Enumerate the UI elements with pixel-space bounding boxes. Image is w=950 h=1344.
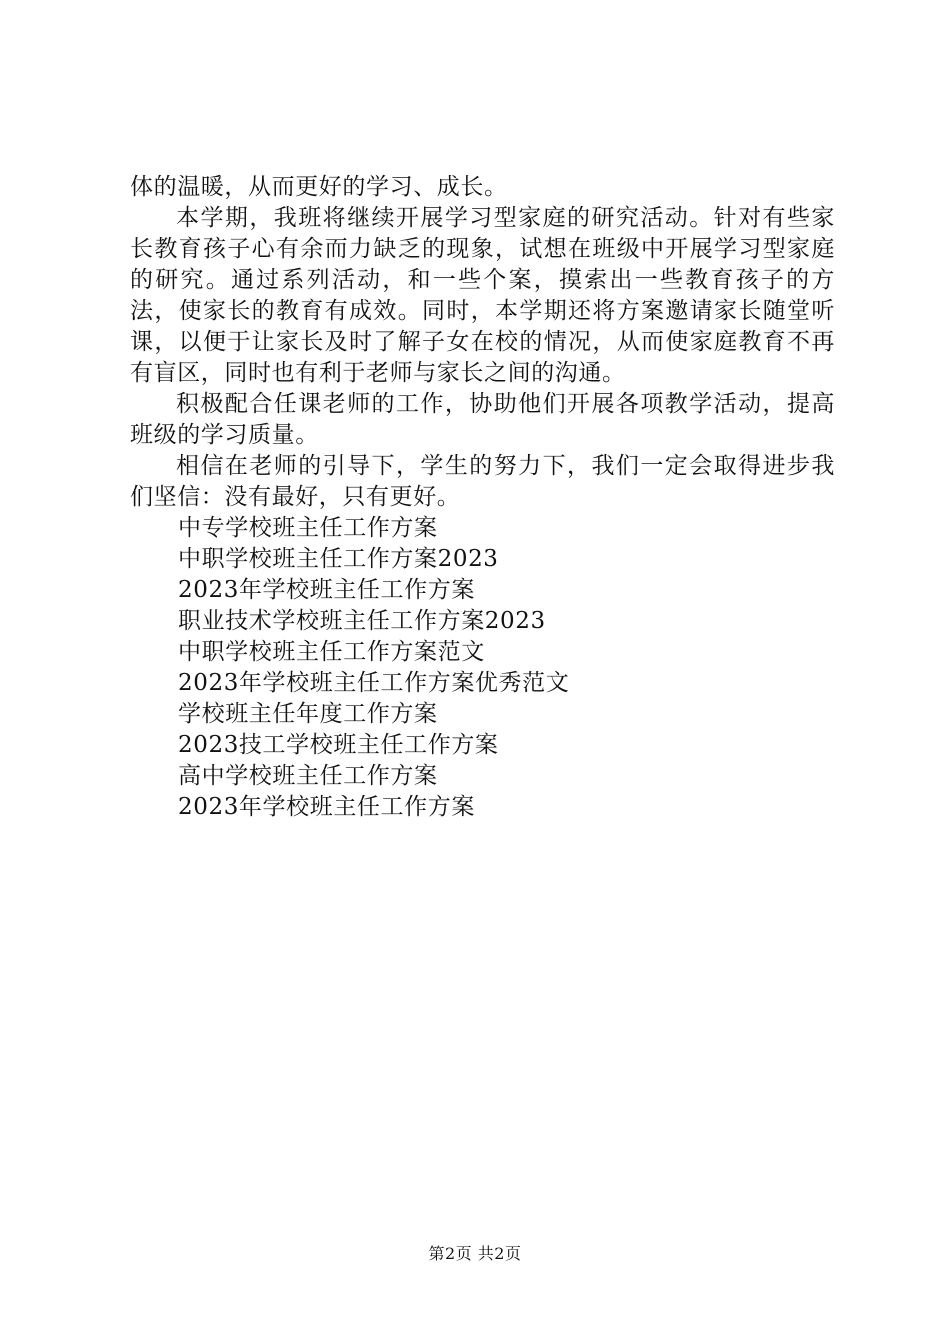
- list-item: 中职学校班主任工作方案范文: [178, 639, 485, 665]
- list-item: 2023年学校班主任工作方案: [178, 794, 475, 820]
- paragraph-learning-family: 本学期，我班将继续开展学习型家庭的研究活动。针对有些家长教育孩子心有余而力缺乏的现象，试想在班级中开展学习型家庭的研究。通过系列活动，和一些个案，摸索出一些教育孩子的方法，使家长的教育有成效。同时，本学期还将方案邀请家长随堂听课，以便于让家长及时了解子女在校的情况，从而使家庭教育不再有盲区，同时也有利于老师与家长之间的沟通。: [130, 205, 835, 386]
- paragraph-continuation: 体的温暖，从而更好的学习、成长。: [130, 174, 508, 200]
- related-titles-list: [130, 513, 835, 823]
- list-item: 学校班主任年度工作方案: [178, 701, 438, 727]
- page-footer: [0, 1243, 950, 1265]
- list-item: 2023年学校班主任工作方案优秀范文: [178, 670, 570, 696]
- paragraph-belief: 相信在老师的引导下，学生的努力下，我们一定会取得进步我们坚信：没有最好，只有更好。: [130, 453, 835, 510]
- paragraph-cooperate-teachers: 积极配合任课老师的工作，协助他们开展各项教学活动，提高班级的学习质量。: [130, 391, 835, 448]
- list-item: 高中学校班主任工作方案: [178, 763, 438, 789]
- page-number-indicator: 第2页 共2页: [428, 1244, 522, 1263]
- list-item: 中职学校班主任工作方案2023: [178, 546, 499, 572]
- list-item: 2023年学校班主任工作方案: [178, 577, 475, 603]
- list-item: 2023技工学校班主任工作方案: [178, 732, 499, 758]
- list-item: 中专学校班主任工作方案: [178, 515, 438, 541]
- document-body: [130, 172, 835, 823]
- list-item: 职业技术学校班主任工作方案2023: [178, 608, 546, 634]
